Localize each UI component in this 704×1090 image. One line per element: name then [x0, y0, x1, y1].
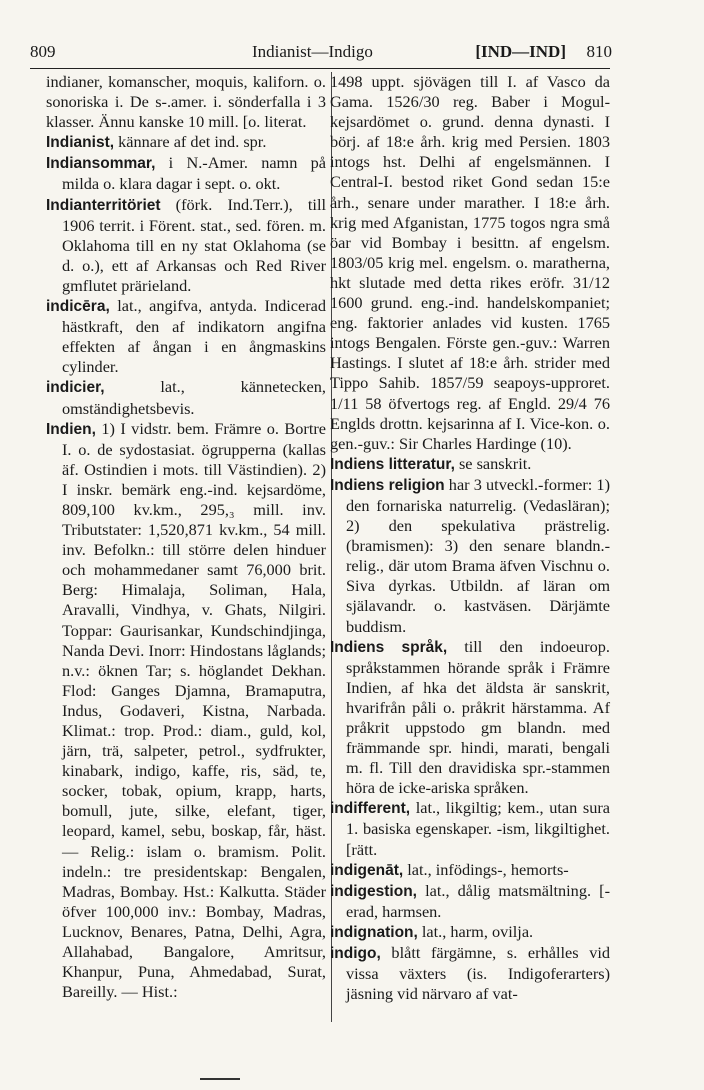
- dictionary-entry: [330, 943, 610, 1004]
- entry-text: (förk. Ind.Terr.), till 1906 territ. i Förent. stat., sed. fören. m. Oklahoma till en ny stat Oklahoma (se d. o.), ett af Arkansas och Red River gmflutet prärieland.: [62, 194, 326, 295]
- page-header: [30, 42, 612, 68]
- entry-headword: indigenāt,: [330, 861, 404, 879]
- entry-headword: Indiens litteratur,: [330, 455, 455, 473]
- entry-headword: indifferent,: [330, 800, 411, 818]
- entry-headword: indicier,: [46, 379, 105, 397]
- dictionary-entry: [46, 195, 326, 296]
- entry-headword: Indiens religion: [330, 476, 445, 494]
- dictionary-entry: [330, 860, 610, 881]
- dictionary-entry: [46, 296, 326, 377]
- entry-text: blått färgämne, s. erhålles vid vissa växters (is. Indigoferarters) jäsning vid närvaro af vat-: [346, 943, 610, 1004]
- dictionary-entry: [330, 72, 610, 454]
- dictionary-entry: [46, 377, 326, 418]
- dictionary-entry: [330, 881, 610, 922]
- entry-text: lat., kännetecken, omständighetsbevis.: [62, 377, 326, 418]
- entry-text: lat., likgiltig; kem., utan sura 1. basiska egenskaper. -ism, likgiltighet. [rätt.: [346, 798, 610, 859]
- page-mark: [200, 1078, 240, 1080]
- dictionary-entry: [46, 153, 326, 194]
- entry-text: indianer, komanscher, moquis, kaliforn. o. sonoriska i. De s-.amer. i. sönderfalla i 3 klasser. Ännu kanske 10 mill. [o. literat.: [46, 72, 326, 132]
- dictionary-entry: [46, 419, 326, 1003]
- entry-headword: Indien,: [46, 420, 96, 438]
- page-number-left: 809: [30, 42, 56, 61]
- dictionary-entry: [330, 475, 610, 637]
- dictionary-entry: [330, 922, 610, 943]
- entry-text: i N.-Amer. namn på milda o. klara dagar i sept. o. okt.: [62, 153, 326, 194]
- entry-text: lat., angifva, antyda. Indicerad hästkraft, den af indikatorn angifna effekten af ångan i en ångmaskins cylinder.: [62, 296, 326, 377]
- entry-text: har 3 utveckl.-former: 1) den fornariska naturrelig. (Vedasläran); 2) den spekulativa prästrelig. (bramismen): 3) den senare blandn.-relig., där utom Brama äfven Vischnu o. Siva dyrkas. Utbildn. af läran om själavandr. o. kastväsen. Därjämte buddism.: [346, 474, 610, 636]
- dictionary-entry: [46, 132, 326, 153]
- entry-headword: Indianterritöriet: [46, 196, 161, 214]
- header-rule: [30, 68, 610, 69]
- entry-text: kännare af det ind. spr.: [114, 132, 267, 152]
- entry-text: lat., harm, ovilja.: [417, 921, 534, 941]
- dictionary-entry: [46, 72, 326, 132]
- entry-headword: Indianist,: [46, 134, 115, 152]
- entry-text: lat., dålig matsmältning. [-erad, harmsen.: [346, 880, 610, 921]
- entry-range: [IND—IND]: [475, 42, 566, 61]
- entry-text: 1498 uppt. sjövägen till I. af Vasco da Gama. 1526/30 reg. Baber i Mogul-kejsardömet o. grund. denna dynasti. I börj. af 18:e årh. krig med Persien. 1803 intogs hst. Delhi af engelsmännen. I Central-I. bestod riket Gond sedan 15:e årh., senare under marather. I 18:e årh. krig med Afganistan, 1775 togos ngra små öar vid Bombay i besittn. af engelsm. 1803/05 krig mel. engelsm. o. maratherna, hkt slutade med detta rikes eröfr. 31/12 1600 grund. eng.-ind. handelskompaniet; eng. faktorier anlades vid kusten. 1765 intogs Bengalen. Förste gen.-guv.: Warren Hastings. I slutet af 18:e årh. strider med Tippo Sahib. 1857/59 seapoys-upproret. 1/11 58 öfvertogs reg. af Engld. 29/4 76 Englds drottn. kejsarinna af I. Vice-kon. o. gen.-guv.: Sir Charles Hardinge (10).: [330, 72, 610, 453]
- entry-text: 1) I vidstr. bem. Främre o. Bortre I. o. de sydostasiat. ögrupperna (kallas äf. Ostindien i mots. till Västindien). 2) I inskr. bemärk eng.-ind. kejsardöme, 809,100 kv.km., 295,₃ mill. inv. Tributstater: 1,520,871 kv.km., 54 mill. inv. Befolkn.: till större delen hinduer och mohammedaner samt 76,000 brit. Berg: Himalaja, Soliman, Hala, Aravalli, Vindhya, v. Ghats, Nilgiri. Toppar: Gaurisankar, Kundschindjinga, Nanda Devi. Inorr: Hindostans låglands; n.v.: öknen Tar; s. höglandet Dekhan. Flod: Ganges Djamna, Bramaputra, Indus, Godaveri, Kistna, Narbada. Klimat.: trop. Prod.: diam., guld, kol, järn, trä, salpeter, petrol., sydfrukter, kinabark, indigo, kaffe, ris, säd, te, socker, tobak, opium, krapp, harts, bomull, jute, silke, elefant, tiger, leopard, kamel, sebu, boskap, får, häst. — Relig.: islam o. bramism. Polit. indeln.: tre presidentskap: Bengalen, Madras, Bombay. Hst.: Kalkutta. Städer öfver 100,000 inv.: Bombay, Madras, Lucknov, Benares, Patna, Delhi, Agra, Allahabad, Bangalore, Amritsur, Khanpur, Puna, Ahmedabad, Surat, Bareilly. — Hist.:: [62, 418, 326, 1002]
- left-column: [46, 72, 326, 1002]
- page-title: Indianist—Indigo: [252, 42, 373, 61]
- page-number-right: 810: [586, 42, 612, 61]
- dictionary-entry: [330, 637, 610, 799]
- entry-text: till den indoeurop. språkstammen hörande språk i Främre Indien, af hka det äldsta är sanskrit, hvarifrån påli o. pråkrit härstamma. Af pråkrit uppstodo gm blandn. med främmande spr. hindi, marati, bengali m. fl. Till den dravidiska spr.-stammen höra de icke-ariska språken.: [346, 636, 610, 798]
- entry-headword: indignation,: [330, 923, 418, 941]
- dictionary-entry: [330, 798, 610, 859]
- entry-text: lat., infödings-, hemorts-: [403, 859, 569, 879]
- entry-headword: indigo,: [330, 945, 381, 963]
- entry-headword: indicēra,: [46, 298, 110, 316]
- entry-headword: indigestion,: [330, 882, 417, 900]
- right-column: [330, 72, 610, 1004]
- entry-headword: Indiansommar,: [46, 155, 156, 173]
- entry-headword: Indiens språk,: [330, 638, 448, 656]
- entry-text: se sanskrit.: [454, 453, 532, 473]
- dictionary-entry: [330, 454, 610, 475]
